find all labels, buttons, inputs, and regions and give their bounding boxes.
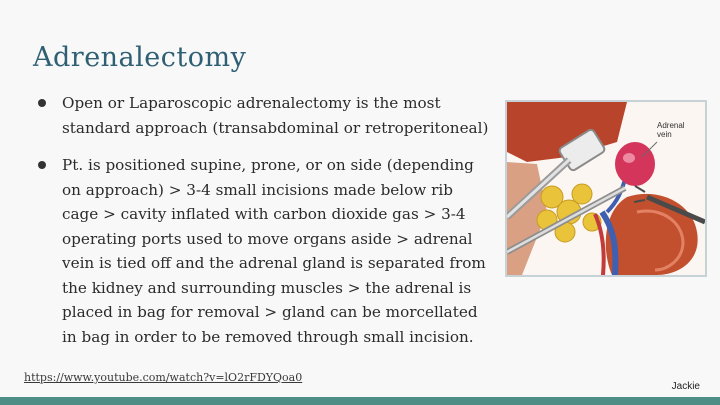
bullet-dot-icon [38, 99, 46, 107]
figure-label-adrenal: Adrenal [657, 121, 685, 130]
bullet-text: Open or Laparoscopic adrenalectomy is the most standard approach (transabdominal or retroperitoneal) [62, 94, 489, 137]
footer-bar [0, 397, 720, 405]
surgical-illustration-icon [507, 102, 705, 275]
author-name: Jackie [671, 381, 700, 392]
slide-title: Adrenalectomy [33, 42, 247, 73]
bullet-text: Pt. is positioned supine, prone, or on side (depending on approach) > 3-4 small incisions made below rib cage > cavity inflated with carbon dioxide gas > 3-4 operating ports used to move organs aside > adrenal vein is tied off and the adrenal gland is separated from the kidney and surrounding muscles > the adrenal is placed in bag for removal > gland can be morcellated in bag in order to be removed through small incision. [62, 156, 486, 346]
youtube-link[interactable]: https://www.youtube.com/watch?v=lO2rFDYQoa0 [24, 371, 303, 384]
bullet-list [38, 91, 494, 349]
bullet-item [38, 153, 494, 349]
adrenalectomy-illustration [505, 100, 707, 277]
bullet-dot-icon [38, 161, 46, 169]
figure-label-vein: vein [657, 130, 672, 139]
bullet-item [38, 91, 494, 140]
